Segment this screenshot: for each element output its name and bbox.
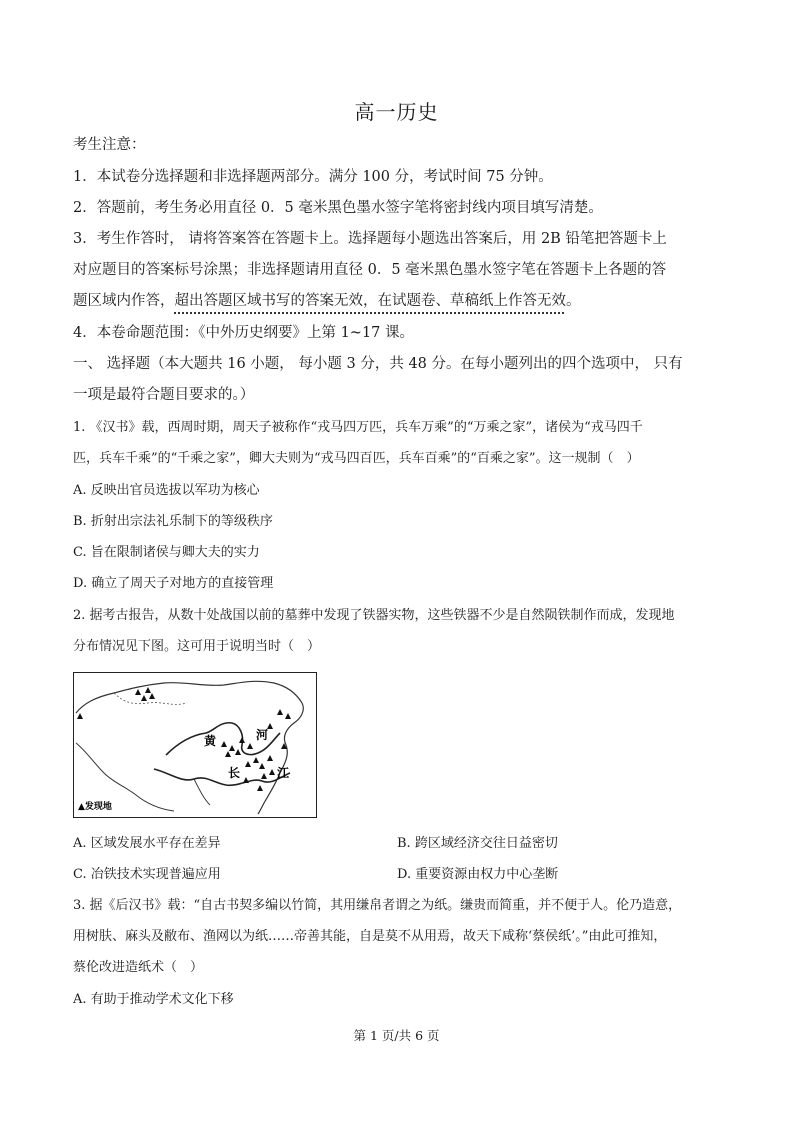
coastline	[76, 681, 303, 814]
notice-item-3-pre: 题区域内作答，	[73, 293, 175, 309]
find-site-icon	[239, 737, 245, 743]
map-label-jiang: 江	[277, 766, 290, 780]
notice-item-3-line-2: 对应题目的答案标号涂黑；非选择题请用直径 0．5 毫米黑色墨水签字笔在答题卡上各题的答	[73, 262, 667, 278]
find-site-icon	[145, 687, 151, 693]
map-label-huang: 黄	[204, 734, 217, 748]
find-site-icon	[243, 777, 249, 783]
find-site-icon	[149, 693, 155, 699]
map-label-chang: 长	[228, 766, 241, 780]
notice-heading: 考生注意：	[73, 137, 146, 153]
find-site-icon	[259, 763, 265, 769]
q2-stem-line-2: 分布情况见下图。这可用于说明当时（ ）	[73, 639, 321, 654]
find-site-icon	[257, 785, 263, 791]
find-site-icon	[235, 749, 241, 755]
q2-option-c: C. 冶铁技术实现普遍应用	[73, 867, 221, 882]
yangtze-river	[154, 769, 290, 785]
find-site-icon	[269, 769, 275, 775]
q1-option-c: C. 旨在限制诸侯与卿大夫的实力	[73, 545, 260, 560]
find-site-icon	[247, 743, 253, 749]
emphasized-text: 超出答题区域书写的答案无效，在试题卷、草稿纸上作答无效	[174, 293, 566, 309]
notice-item-3-end: 。	[566, 293, 581, 309]
q2-stem-line-1: 2. 据考古报告，从数十处战国以前的墓葬中发现了铁器实物，这些铁器不少是自然陨铁制作而成，发现地	[73, 608, 675, 623]
iron-artifact-map	[73, 672, 317, 818]
q3-option-a: A. 有助于推动学术文化下移	[73, 992, 234, 1007]
find-site-icon	[225, 751, 231, 757]
q2-option-d: D. 重要资源由权力中心垄断	[397, 867, 559, 882]
q2-option-a: A. 区域发展水平存在差异	[73, 836, 221, 851]
q1-stem-line-2: 匹，兵车千乘”的“千乘之家”，卿大夫则为“戎马四百匹，兵车百乘”的“百乘之家”。这一规制（ ）	[73, 451, 640, 466]
find-site-icon	[285, 713, 291, 719]
tributary	[194, 779, 210, 805]
notice-item-3-line-3	[73, 291, 733, 311]
map-svg	[74, 673, 315, 816]
find-site-icon	[229, 745, 235, 751]
q3-stem-line-3: 蔡伦改进造纸术（ ）	[73, 960, 204, 975]
q1-option-b: B. 折射出宗法礼乐制下的等级秩序	[73, 514, 273, 529]
map-label-he: 河	[256, 728, 269, 742]
find-site-icon	[245, 761, 251, 767]
notice-item-1: 1．本试卷分选择题和非选择题两部分。满分 100 分，考试时间 75 分钟。	[73, 169, 553, 185]
notice-item-3-line-1: 3．考生作答时， 请将答案答在答题卡上。选择题每小题选出答案后，用 2B 铅笔把答题卡上	[73, 231, 667, 247]
section-heading-line-2: 一项是最符合题目要求的。）	[73, 387, 255, 403]
q1-stem-line-1: 1. 《汉书》载，西周时期，周天子被称作“戎马四万匹，兵车万乘”的“万乘之家”，诸侯为“戎马四千	[73, 420, 643, 435]
notice-item-2: 2．答题前，考生务必用直径 0．5 毫米黑色墨水签字笔将密封线内项目填写清楚。	[73, 200, 603, 216]
q1-option-d: D. 确立了周天子对地方的直接管理	[73, 576, 274, 591]
border-line	[76, 743, 174, 811]
q1-option-a: A. 反映出官员选拔以军功为核心	[73, 483, 260, 498]
find-site-icon	[253, 757, 259, 763]
find-site-icon	[261, 773, 267, 779]
page-footer: 第 1 页/共 6 页	[353, 1028, 440, 1043]
q3-stem-line-2: 用树肤、麻头及敝布、渔网以为纸……帝善其能，自是莫不从用焉，故天下咸称‘蔡侯纸’。”由此可推知，	[73, 929, 667, 944]
q3-stem-line-1: 3. 据《后汉书》载：“自古书契多编以竹简，其用缣帛者谓之为纸。缣贵而简重，并不便于人。伦乃造意，	[73, 898, 682, 913]
find-site-icon	[267, 755, 273, 761]
map-legend: ▲发现地	[78, 802, 112, 812]
find-site-icon	[77, 713, 83, 719]
find-site-icon	[141, 695, 147, 701]
notice-item-4: 4．本卷命题范围：《中外历史纲要》上第 1~17 课。	[73, 325, 415, 341]
q2-option-b: B. 跨区域经济交往日益密切	[397, 836, 558, 851]
find-site-icon	[221, 741, 227, 747]
find-site-icon	[135, 689, 141, 695]
find-site-icon	[277, 709, 283, 715]
page-title: 高一历史	[354, 100, 439, 124]
section-heading-line-1: 一、 选择题（本大题共 16 小题， 每小题 3 分，共 48 分。在每小题列出的四个选项中， 只有	[73, 356, 683, 372]
